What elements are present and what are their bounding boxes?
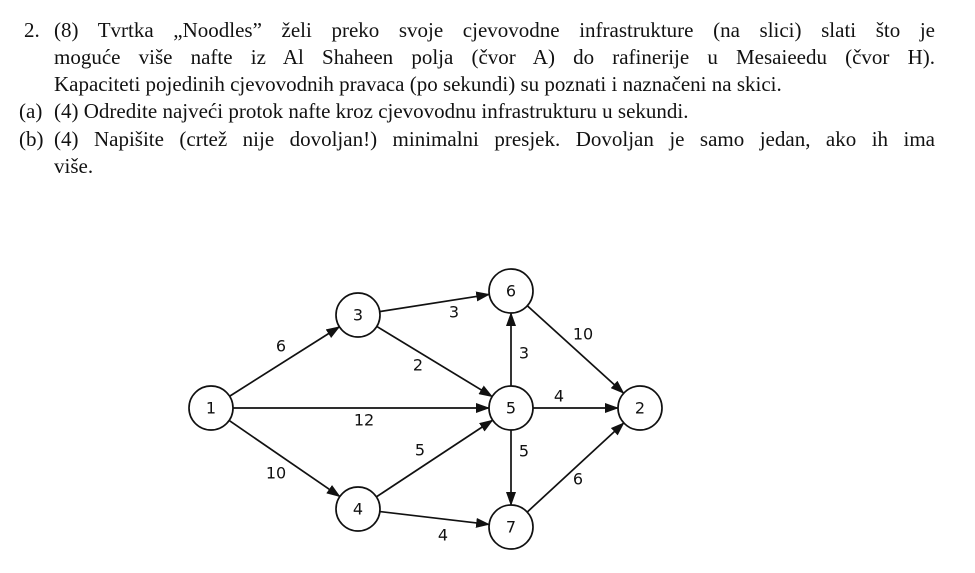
edge-4-5 — [376, 420, 492, 497]
edge-capacity-1-5: 12 — [353, 410, 375, 430]
edge-4-7 — [380, 512, 489, 525]
part-b-text: (4) Napišite (crtež nije dovoljan!) minimalni presjek. Dovoljan je samo jedan, ako ih ima — [54, 127, 935, 151]
node-5 — [489, 386, 533, 430]
problem-line-1: (8) Tvrtka „Noodles” želi preko svoje cjevovodne infrastrukture (na slici) slati što je — [54, 18, 935, 42]
node-6 — [489, 269, 533, 313]
edge-capacity-3-5: 2 — [412, 355, 424, 375]
node-label-3: 3 — [352, 305, 364, 325]
edges-layer — [229, 294, 624, 544]
edge-capacity-4-5: 5 — [414, 440, 426, 460]
edge-1-4 — [229, 420, 340, 496]
edge-6-2 — [527, 306, 623, 393]
problem-number-text: 2. — [24, 18, 40, 42]
node-1 — [189, 386, 233, 430]
edge-7-2 — [527, 423, 624, 512]
problem-line-2: moguće više nafte iz Al Shaheen polja (čvor A) do rafinerije u Mesaieedu (čvor H). — [54, 45, 935, 69]
edge-capacity-5-7: 5 — [518, 441, 530, 461]
node-label-6: 6 — [505, 281, 517, 301]
node-3 — [336, 293, 380, 337]
edge-capacity-5-2: 4 — [553, 386, 565, 406]
node-label-5: 5 — [505, 398, 517, 418]
node-7 — [489, 505, 533, 549]
edge-capacity-3-6: 3 — [448, 302, 460, 322]
part-a-text: (4) Odredite najveći protok nafte kroz cjevovodnu infrastrukturu u sekundi. — [54, 99, 689, 123]
part-b-label: (b) — [19, 127, 44, 151]
problem-line-3: Kapaciteti pojedinih cjevovodnih pravaca (po sekundi) su poznati i naznačeni na skici. — [54, 72, 782, 96]
edge-capacity-6-2: 10 — [572, 324, 594, 344]
node-2 — [618, 386, 662, 430]
node-label-2: 2 — [634, 398, 646, 418]
edge-capacity-5-6: 3 — [518, 343, 530, 363]
node-4 — [336, 487, 380, 531]
nodes-layer — [189, 269, 662, 549]
edge-3-5 — [377, 326, 492, 396]
edge-3-6 — [380, 294, 490, 311]
edge-capacity-1-3: 6 — [275, 336, 287, 356]
part-b-continuation: više. — [54, 154, 94, 178]
node-label-1: 1 — [205, 398, 217, 418]
edge-capacity-7-2: 6 — [572, 469, 584, 489]
node-label-7: 7 — [505, 517, 517, 537]
part-a-label: (a) — [19, 99, 43, 123]
edge-capacity-4-7: 4 — [437, 525, 449, 545]
node-label-4: 4 — [352, 499, 364, 519]
edge-capacity-1-4: 10 — [265, 463, 287, 483]
